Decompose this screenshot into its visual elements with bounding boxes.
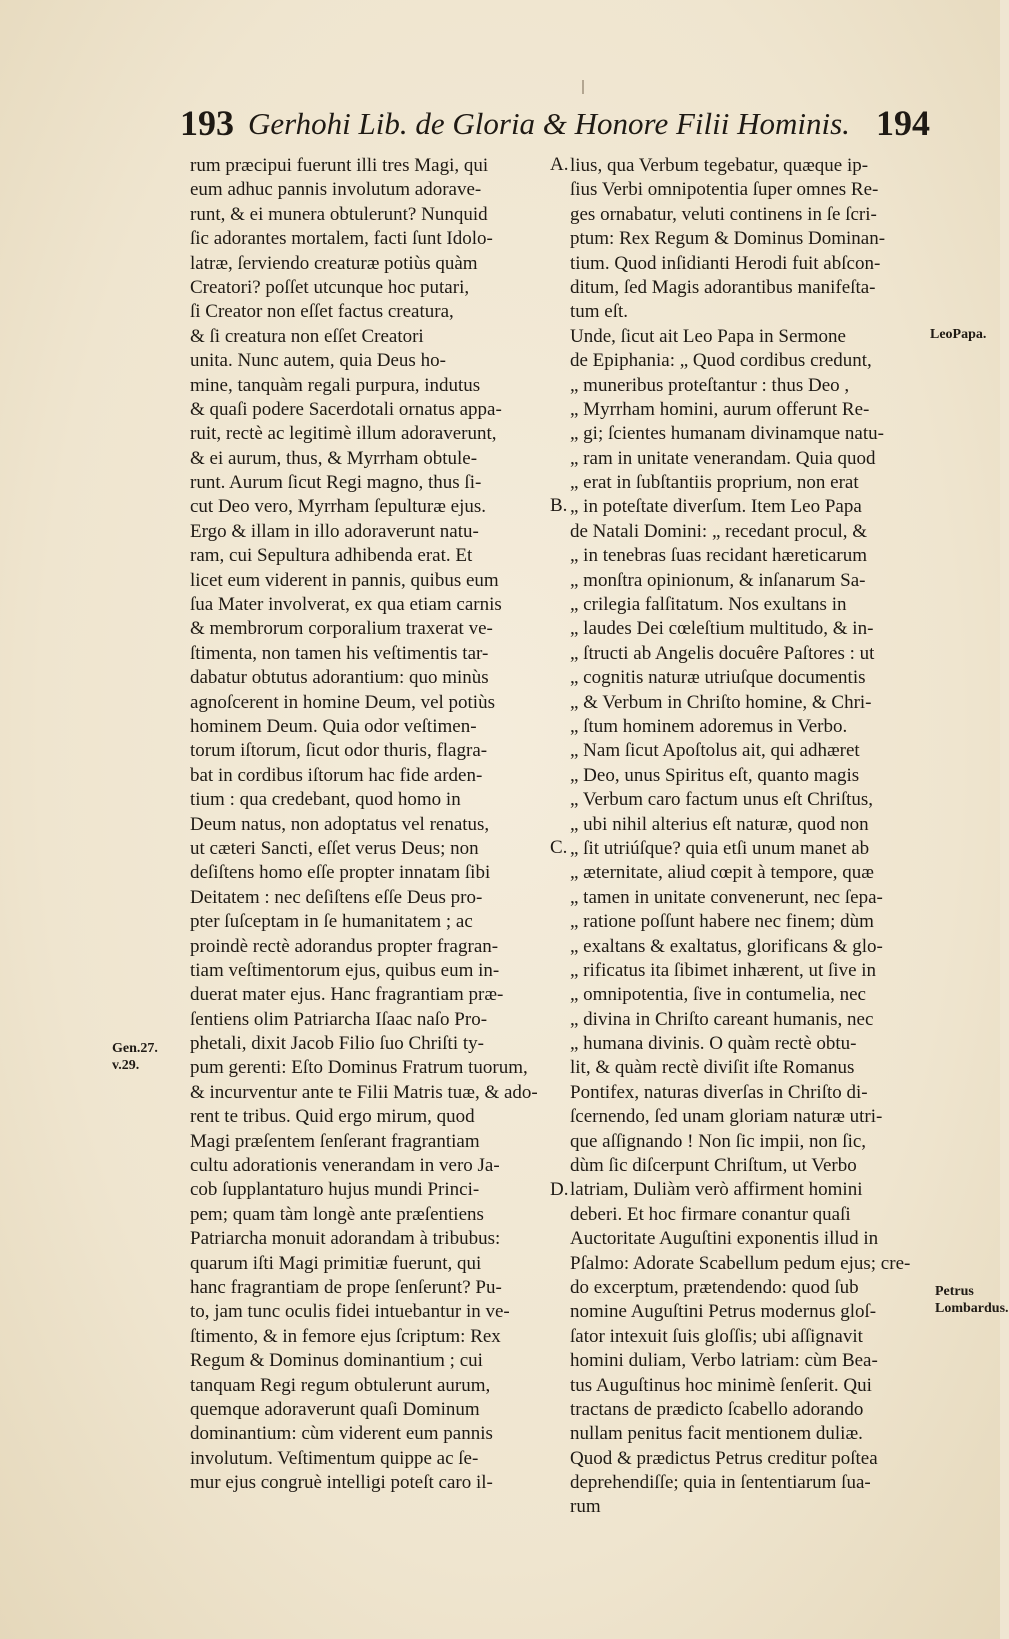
text-line: tum eſt. [570,301,629,323]
text-line: & incurventur ante te Filii Matris tuæ, & ado- [190,1081,538,1103]
text-line: „ muneribus proteſtantur : thus Deo , [570,374,850,396]
text-line: „ omnipotentia, ſive in contumelia, nec [570,984,866,1006]
text-line: „ crilegia falſitatum. Nos exultans in [570,594,847,616]
text-line: runt. Aurum ſicut Regi magno, thus ſi- [190,472,482,494]
text-line: nullam penitus facit mentionem duliæ. [570,1423,863,1445]
text-line: „ Verbum caro factum unus eſt Chriſtus, [570,789,874,811]
text-line: pum gerenti: Eſto Dominus Fratrum tuorum, [190,1057,528,1079]
text-line: ſtimenta, non tamen his veſtimentis tar- [190,642,489,664]
text-line: „ monſtra opinionum, & inſanarum Sa- [570,569,866,591]
text-line: „ ubi nihil alterius eſt naturæ, quod non [570,813,869,835]
text-line: latriam, Duliàm verò affirment homini [570,1179,863,1201]
text-line: & ei aurum, thus, & Myrrham obtule- [190,447,478,469]
text-line: „ Deo, unus Spiritus eſt, quanto magis [570,764,860,786]
text-line: involutum. Veſtimentum quippe ac ſe- [190,1447,479,1469]
section-letter-b: B. [550,495,568,516]
text-line: unita. Nunc autem, quia Deus ho- [190,350,446,372]
text-line: rum præcipui fuerunt illi tres Magi, qui [190,155,489,176]
text-line: ſius Verbi omnipotentia ſuper omnes Re- [570,179,879,201]
text-line: „ in poteſtate diverſum. Item Leo Papa [570,496,862,518]
text-line: Creatori? poſſet utcunque hoc putari, [190,276,470,298]
text-line: runt, & ei munera obtulerunt? Nunquid [190,203,488,225]
text-line: Ergo & illam in illo adoraverunt natu- [190,520,479,542]
text-line: proindè rectè adorandus propter fragran- [190,935,499,957]
text-line: do excerptum, prætendendo: quod ſub [570,1276,859,1298]
text-line: deſiſtens homo eſſe propter innatam ſibi [190,862,491,884]
text-line: hominem Deum. Quia odor veſtimen- [190,715,477,737]
text-line: dabatur obtutus adorantium: quo minùs [190,667,489,689]
text-line: agnoſcerent in homine Deum, vel potiùs [190,691,495,713]
text-line: phetali, dixit Jacob Filio ſuo Chriſti ty- [190,1033,484,1055]
text-line: Patriarcha monuit adorandam à tribubus: [190,1228,501,1250]
running-title: Gerhohi Lib. de Gloria & Honore Filii Hominis. [248,106,850,141]
text-line: Unde, ſicut ait Leo Papa in Sermone [570,325,846,347]
text-line: & quaſi podere Sacerdotali ornatus appa- [190,398,502,420]
text-line: quemque adoraverunt quaſi Dominum [190,1398,480,1420]
text-line: dùm ſic diſcerpunt Chriſtum, ut Verbo [570,1155,857,1177]
text-line: „ & Verbum in Chriſto homine, & Chri- [570,691,872,713]
text-line: tium. Quod inſidianti Herodi fuit abſcon- [570,252,881,274]
left-column [190,154,554,1495]
running-header [180,102,930,154]
text-line: pter ſuſceptam in ſe humanitatem ; ac [190,911,473,933]
text-line: Deum natus, non adoptatus vel renatus, [190,813,490,835]
ink-smudge [582,80,584,94]
text-line: „ rificatus ita ſibimet inhærent, ut ſive in [570,959,877,981]
text-line: tium : qua credebant, quod homo in [190,789,461,811]
text-line: eum adhuc pannis involutum adorave- [190,179,482,201]
text-line: „ humana divinis. O quàm rectè obtu- [570,1033,857,1055]
text-line: tiam veſtimentorum ejus, quibus eum in- [190,959,500,981]
text-line: Quod & prædictus Petrus creditur poſtea [570,1447,878,1469]
text-line: tractans de prædicto ſcabello adorando [570,1398,864,1420]
margin-note-petrus: Petrus Lombardus. [935,1284,1009,1316]
text-line: cob ſupplantaturo hujus mundi Princi- [190,1179,480,1201]
text-line: „ ſit utriúſque? quia etſi unum manet ab [570,837,870,859]
text-line: „ divina in Chriſto careant humanis, nec [570,1008,874,1030]
text-line: ram, cui Sepultura adhibenda erat. Et [190,545,473,567]
text-line: lit, & quàm rectè diviſit iſte Romanus [570,1057,855,1079]
section-letter-d: D. [550,1179,569,1200]
text-line: „ gi; ſcientes humanam divinamque natu- [570,423,884,445]
text-line: latræ, ſerviendo creaturæ potiùs quàm [190,252,478,274]
text-line: dominantium: cùm viderent eum pannis [190,1423,493,1445]
text-line: ditum, ſed Magis adorantibus manifeſta- [570,276,876,298]
text-line: „ Myrrham homini, aurum offerunt Re- [570,398,870,420]
text-line: Regum & Dominus dominantium ; cui [190,1350,483,1372]
text-line: mur ejus congruè intelligi poteſt caro il- [190,1472,493,1494]
text-line: „ æternitate, aliud cœpit à tempore, quæ [570,862,874,884]
text-line: hanc fragrantiam de prope ſenſerunt? Pu- [190,1276,502,1298]
text-line: & membrorum corporalium traxerat ve- [190,618,493,640]
text-line: Deitatem : nec deſiſtens eſſe Deus pro- [190,886,483,908]
text-line: ges ornabatur, veluti continens in ſe ſcri- [570,203,877,225]
text-line: „ erat in ſubſtantiis proprium, non erat [570,472,859,494]
margin-note-leo-papa: LeoPapa. [930,327,987,342]
text-line: licet eum viderent in pannis, quibus eum [190,569,499,591]
text-line: mine, tanquàm regali purpura, indutus [190,374,481,396]
text-line: „ ratione poſſunt habere nec finem; dùm [570,911,874,933]
text-line: „ tamen in unitate convenerunt, nec ſepa- [570,886,883,908]
section-letter-c: C. [550,837,568,858]
text-line: rent te tribus. Quid ergo mirum, quod [190,1106,475,1128]
text-line: „ exaltans & exaltatus, glorificans & glo- [570,935,883,957]
text-line: to, jam tunc oculis fidei intuebantur in ve- [190,1301,510,1323]
text-line: ſi Creator non eſſet factus creatura, [190,301,454,323]
text-line: ruit, rectè ac legitimè illum adoraverunt, [190,423,497,445]
text-line: & ſi creatura non eſſet Creatori [190,325,424,347]
text-line: de Epiphania: „ Quod cordibus credunt, [570,350,872,372]
text-line: cultu adorationis venerandam in vero Ja- [190,1155,500,1177]
text-line: de Natali Domini: „ recedant procul, & [570,520,868,542]
text-line: tus Auguſtinus hoc minimè ſenſerit. Qui [570,1374,872,1396]
text-line: duerat mater ejus. Hanc fragrantiam præ- [190,984,504,1006]
text-line: ſentiens olim Patriarcha Iſaac naſo Pro- [190,1008,488,1030]
text-line: lius, qua Verbum tegebatur, quæque ip- [570,155,869,176]
text-line: deprehendiſſe; quia in ſententiarum ſua- [570,1472,871,1494]
text-line: torum iſtorum, ſicut odor thuris, flagra- [190,740,488,762]
text-line: „ laudes Dei cœleſtium multitudo, & in- [570,618,874,640]
text-line: deberi. Et hoc firmare conantur quaſi [570,1203,851,1225]
text-line: Magi præſentem ſenſerant fragrantiam [190,1130,480,1152]
margin-note-genesis: Gen.27. v.29. [112,1041,158,1073]
text-line: pem; quam tàm longè ante præſentiens [190,1203,484,1225]
text-line: ut cæteri Sancti, eſſet verus Deus; non [190,837,479,859]
page-number-right: 194 [876,103,930,143]
text-line: Pſalmo: Adorate Scabellum pedum ejus; cre- [570,1252,911,1274]
text-line: ſua Mater involverat, ex qua etiam carnis [190,594,502,616]
text-line: que aſſignando ! Non ſic impii, non ſic, [570,1130,867,1152]
text-line: cut Deo vero, Myrrham ſepulturæ ejus. [190,496,487,518]
text-line: ſator intexuit ſuis gloſſis; ubi aſſignavit [570,1325,863,1347]
text-line: homini duliam, Verbo latriam: cùm Bea- [570,1350,878,1372]
text-line: bat in cordibus iſtorum hac fide arden- [190,764,483,786]
text-line: Pontifex, naturas diverſas in Chriſto di- [570,1081,868,1103]
text-line: ſcernendo, ſed unam gloriam naturæ utri- [570,1106,883,1128]
text-line: Auctoritate Auguſtini exponentis illud in [570,1228,879,1250]
text-line: ptum: Rex Regum & Dominus Dominan- [570,228,886,250]
page-number-left: 193 [180,103,234,143]
text-line: „ ram in unitate venerandam. Quia quod [570,447,876,469]
right-column [570,154,932,1520]
text-line: ſtimento, & in femore ejus ſcriptum: Rex [190,1325,501,1347]
text-line: quarum iſti Magi primitiæ fuerunt, qui [190,1252,482,1274]
section-letter-a: A. [550,154,569,175]
text-line: „ in tenebras ſuas recidant hæreticarum [570,545,868,567]
text-line: tanquam Regi regum obtulerunt aurum, [190,1374,491,1396]
text-line: „ ſtum hominem adoremus in Verbo. [570,715,848,737]
text-line: nomine Auguſtini Petrus modernus gloſ- [570,1301,877,1323]
text-line: ſic adorantes mortalem, facti ſunt Idolo- [190,228,493,250]
text-line: „ Nam ſicut Apoſtolus ait, qui adhæret [570,740,860,762]
text-line: „ ſtructi ab Angelis docuêre Paſtores : ut [570,642,875,664]
text-line: rum [570,1496,601,1518]
text-line: „ cognitis naturæ utriuſque documentis [570,667,866,689]
